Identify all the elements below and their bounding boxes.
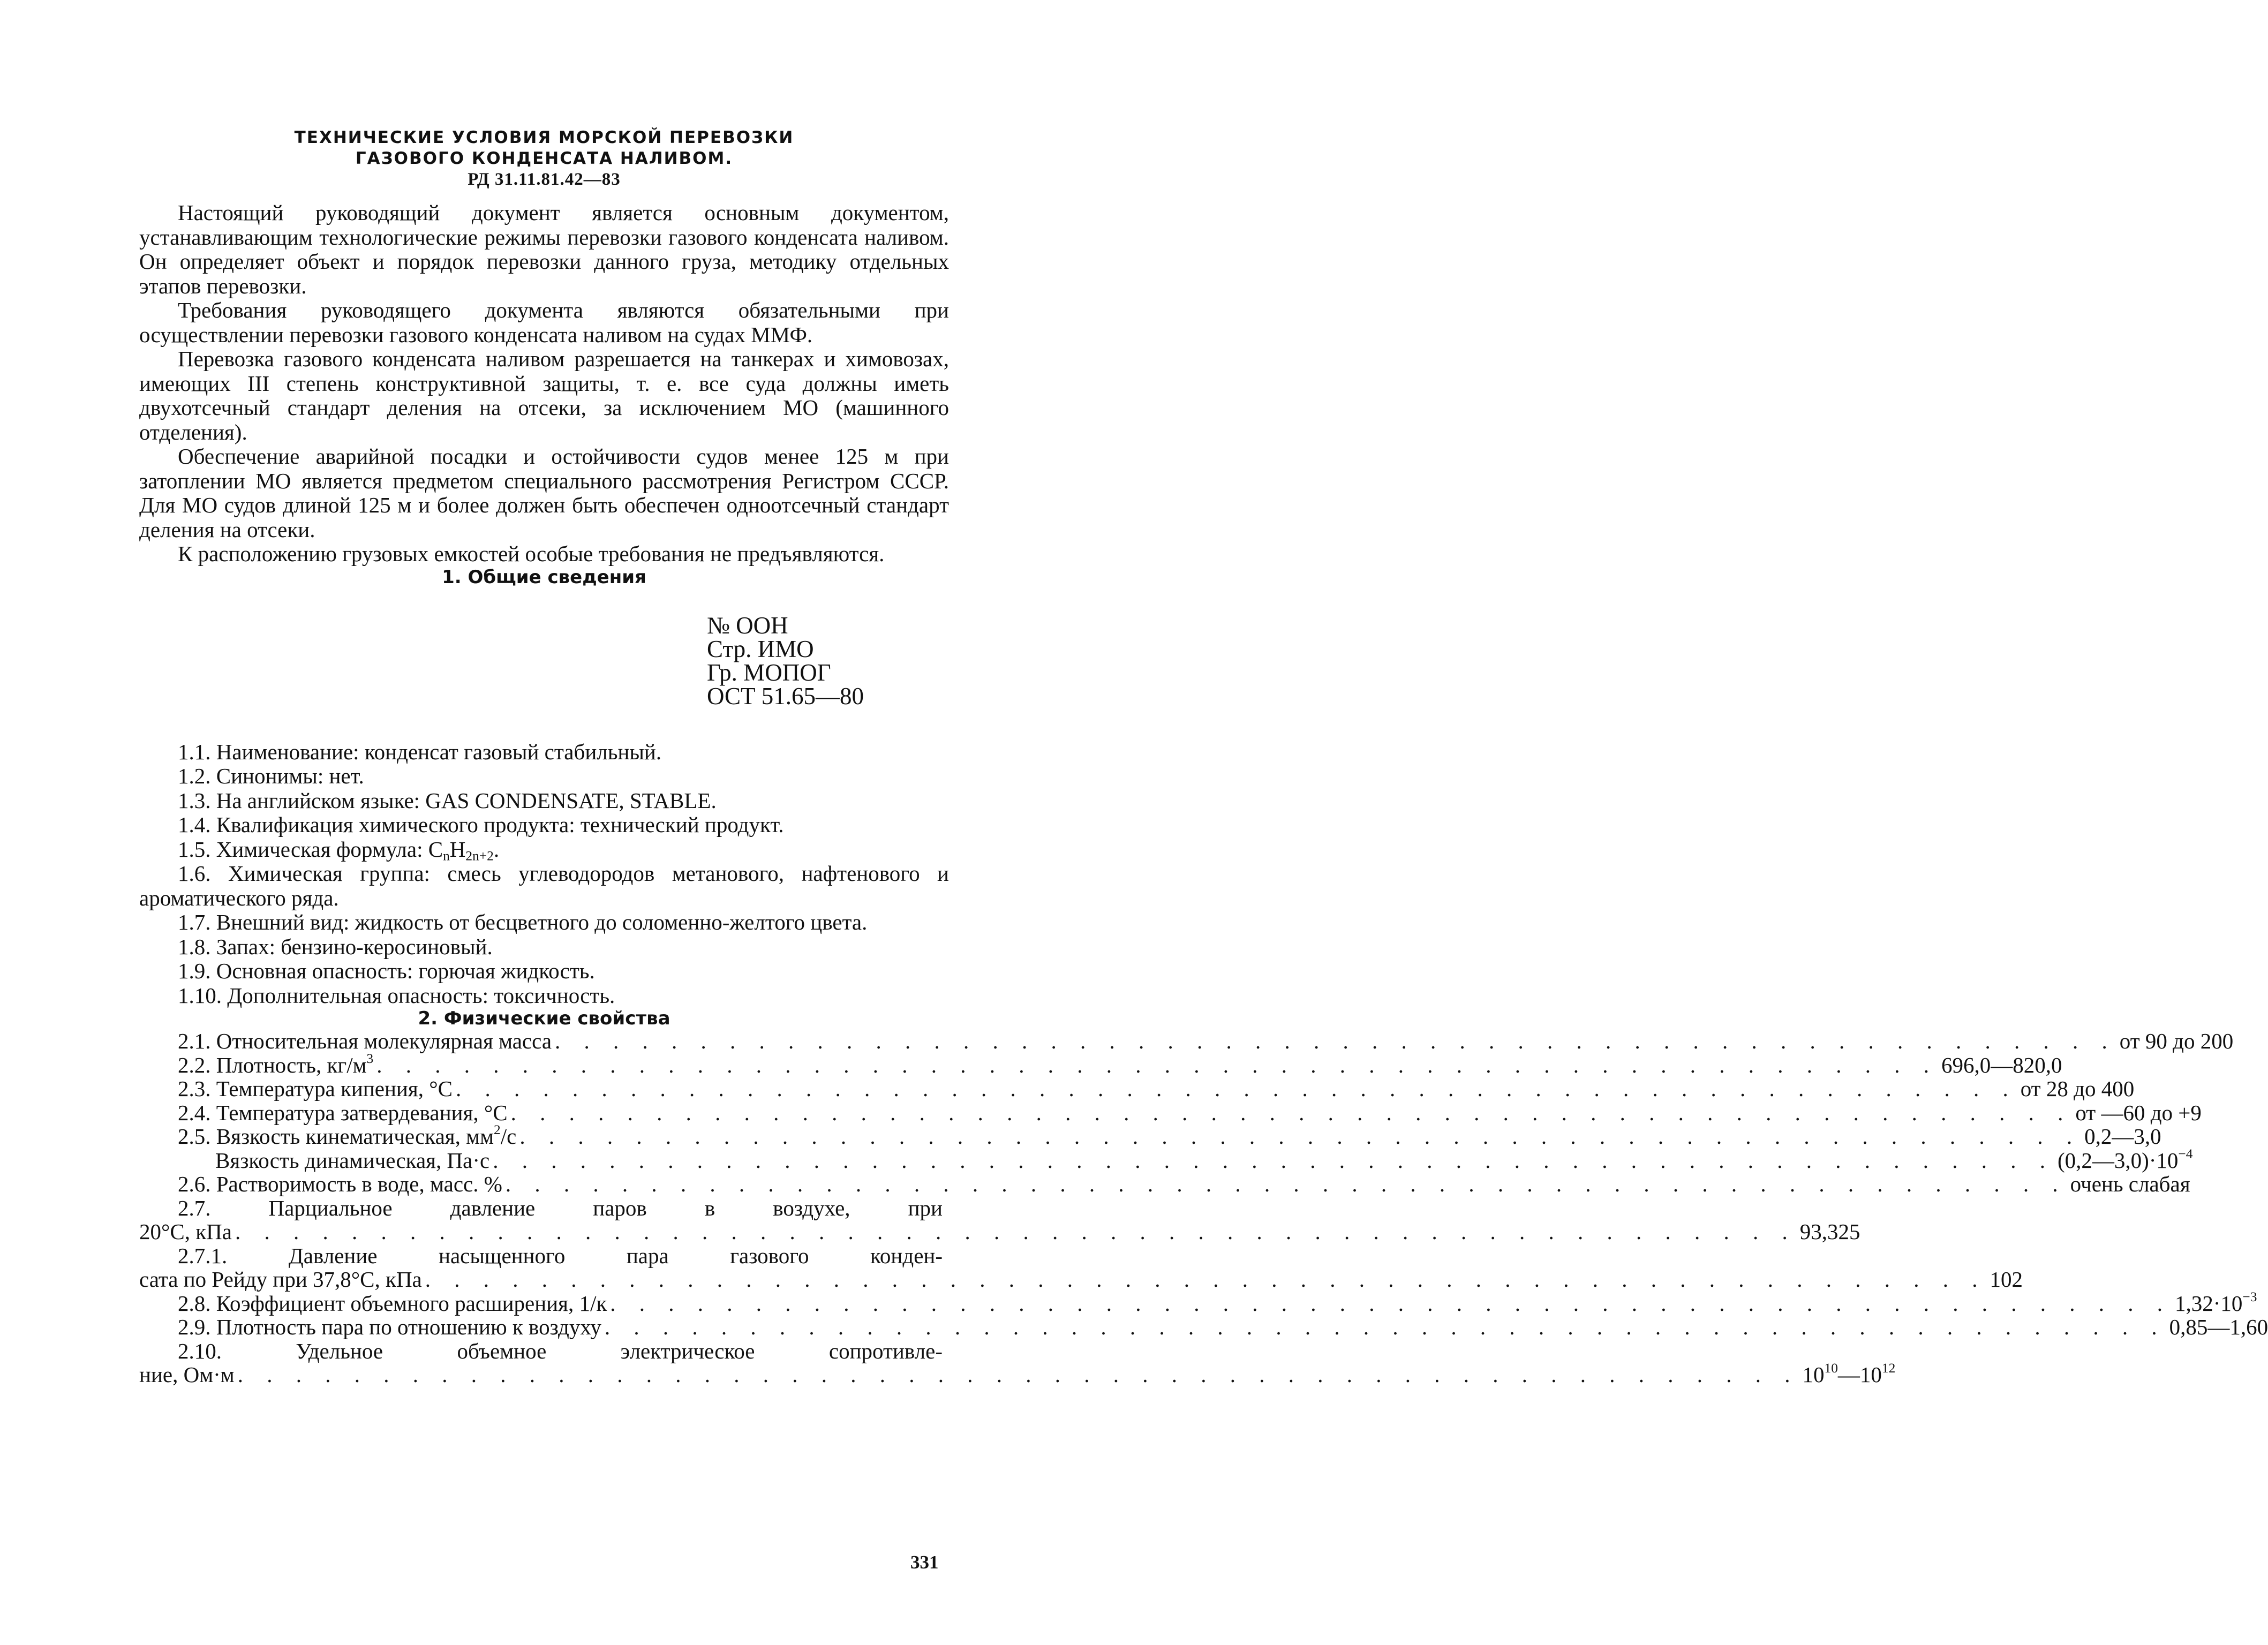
property-row <box>139 1029 2234 1053</box>
property-row <box>139 1267 2023 1292</box>
section-1-heading: 1. Общие сведения <box>442 566 646 588</box>
property-row <box>139 1361 1896 1387</box>
property-label: 2.9. Плотность пара по отношению к воздуху <box>178 1315 601 1339</box>
info-item: 1.1. Наименование: конденсат газовый стабильный. <box>178 739 662 764</box>
property-value <box>1799 1363 1895 1387</box>
info-item-formula <box>139 837 949 862</box>
leader-dots: . . . . . . . . . . . . . . . . . . . . . . . . . . . . . . . . . . . . . . . . . . . . . . . . . . . . . . <box>555 1029 2116 1053</box>
formula-label: 1.5. Химическая формула: C <box>178 836 443 862</box>
property-label: 2.8. Коэффициент объемного расширения, 1/к <box>178 1291 607 1316</box>
property-label-continued: 20°С, кПа <box>139 1219 232 1244</box>
classification-refs <box>707 614 949 708</box>
property-label: Вязкость динамическая, Па·с <box>215 1148 490 1173</box>
intro-paragraph: Настоящий руководящий документ является основным документом, устанавливающим технологические режимы перевозки газового конденсата наливом. Он определяет объект и порядок перевозки данного груза, методику отдельных этапов перевозки. <box>139 200 949 298</box>
section-2-heading: 2. Физические свойства <box>418 1008 670 1029</box>
property-value: 696,0—820,0 <box>1941 1052 2062 1077</box>
property-label-tail: /с <box>500 1124 517 1149</box>
leader-dots: . . . . . . . . . . . . . . . . . . . . . . . . . . . . . . . . . . . . . . . . . . . . . . . . . . . . . . <box>505 1172 2067 1196</box>
info-item: 1.9. Основная опасность: горючая жидкость. <box>178 959 595 983</box>
property-row <box>139 1100 2202 1125</box>
formula-h: H <box>449 836 466 862</box>
ref-ost-standard: ОСТ 51.65—80 <box>707 682 864 710</box>
ref-un-number: № ООН <box>707 612 788 639</box>
leader-dots: . . . . . . . . . . . . . . . . . . . . . . . . . . . . . . . . . . . . . . . . . . . . . . . . . . . . . . <box>237 1362 1799 1387</box>
property-value: 102 <box>1990 1267 2023 1292</box>
value-exponent: −3 <box>2242 1289 2257 1304</box>
value-exponent: 10 <box>1824 1361 1838 1376</box>
title-line-2: ГАЗОВОГО КОНДЕНСАТА НАЛИВОМ. <box>355 149 733 168</box>
property-label <box>139 1053 373 1077</box>
property-row <box>139 1122 2161 1149</box>
property-label-continued: сата по Рейду при 37,8°С, кПа <box>139 1267 422 1292</box>
property-label-line: 2.7. Парциальное давление паров в воздухе, при <box>178 1195 943 1220</box>
info-item: 1.6. Химическая группа: смесь углеводородов метанового, нафтенового и ароматического ряда. <box>139 861 949 910</box>
property-label-text: 2.5. Вязкость кинематическая, мм <box>178 1124 494 1149</box>
ref-mopog-group: Гр. МОПОГ <box>707 659 831 686</box>
leader-dots: . . . . . . . . . . . . . . . . . . . . . . . . . . . . . . . . . . . . . . . . . . . . . . . . . . . . . . <box>610 1291 2172 1316</box>
info-item: 1.3. На английском языке: GAS CONDENSATE, STABLE. <box>178 788 717 813</box>
property-value: 93,325 <box>1799 1219 1860 1244</box>
formula-sub-2n: 2n <box>465 848 479 863</box>
property-label: 2.4. Температура затвердевания, °С <box>178 1100 508 1125</box>
leader-dots: . . . . . . . . . . . . . . . . . . . . . . . . . . . . . . . . . . . . . . . . . . . . . . . . . . . . . . <box>425 1267 1987 1292</box>
property-value-text: 1,32·10 <box>2175 1291 2243 1316</box>
property-value: 0,85—1,60 <box>2169 1315 2268 1339</box>
property-value-text: 10 <box>1802 1362 1825 1387</box>
property-value: от 28 до 400 <box>2020 1076 2135 1101</box>
property-value: 0,2—3,0 <box>2084 1124 2161 1149</box>
leader-dots: . . . . . . . . . . . . . . . . . . . . . . . . . . . . . . . . . . . . . . . . . . . . . . . . . . . . . . <box>235 1219 1797 1244</box>
leader-dots: . . . . . . . . . . . . . . . . . . . . . . . . . . . . . . . . . . . . . . . . . . . . . . . . . . . . . . <box>604 1315 2166 1339</box>
property-label: 2.1. Относительная молекулярная масса <box>178 1029 552 1053</box>
property-row <box>139 1051 2062 1077</box>
formula-sub-plus2: +2 <box>479 848 494 863</box>
info-item: 1.2. Синонимы: нет. <box>178 764 364 788</box>
leader-dots: . . . . . . . . . . . . . . . . . . . . . . . . . . . . . . . . . . . . . . . . . . . . . . . . . . . . . . <box>510 1100 2073 1125</box>
leader-dots: . . . . . . . . . . . . . . . . . . . . . . . . . . . . . . . . . . . . . . . . . . . . . . . . . . . . . . <box>519 1124 2082 1149</box>
info-item: 1.4. Квалификация химического продукта: технический продукт. <box>178 812 784 837</box>
leader-dots: . . . . . . . . . . . . . . . . . . . . . . . . . . . . . . . . . . . . . . . . . . . . . . . . . . . . . . <box>493 1148 2054 1173</box>
property-row <box>139 1076 2135 1101</box>
unit-superscript: 3 <box>366 1051 374 1066</box>
property-value: от —60 до +9 <box>2075 1100 2202 1125</box>
general-info-list <box>139 740 949 1008</box>
property-value <box>2172 1289 2257 1316</box>
formula-dot: . <box>493 836 500 862</box>
property-row <box>139 1172 2190 1196</box>
property-value-mid: —10 <box>1837 1362 1882 1387</box>
info-item: 1.8. Запах: бензино-керосиновый. <box>178 934 493 959</box>
info-item: 1.10. Дополнительная опасность: токсичность. <box>178 983 615 1008</box>
intro-text <box>139 201 949 567</box>
property-value-text: (0,2—3,0)·10 <box>2057 1148 2179 1173</box>
property-label-text: 2.2. Плотность, кг/м <box>178 1052 367 1077</box>
property-label: 2.6. Растворимость в воде, масс. % <box>178 1172 502 1196</box>
property-value: от 90 до 200 <box>2119 1029 2234 1053</box>
page-number: 331 <box>910 1552 939 1573</box>
title-line-1: ТЕХНИЧЕСКИЕ УСЛОВИЯ МОРСКОЙ ПЕРЕВОЗКИ <box>294 128 794 147</box>
formula-sub-n: n <box>443 848 450 863</box>
document-code: РД 31.11.81.42—83 <box>468 170 621 189</box>
document-title <box>139 127 949 190</box>
property-value: очень слабая <box>2070 1172 2190 1196</box>
property-value <box>2054 1146 2193 1173</box>
property-label <box>139 1122 517 1149</box>
value-exponent: 12 <box>1881 1361 1896 1376</box>
property-label-line: 2.10. Удельное объемное электрическое сопротивле- <box>178 1338 943 1363</box>
property-label-continued: ние, Ом·м <box>139 1362 235 1387</box>
intro-paragraph: Обеспечение аварийной посадки и остойчивости судов менее 125 м при затоплении МО является предметом специального рассмотрения Регистром СССР. Для МО судов длиной 125 м и более должен быть обеспечен одноотсечный стандарт деления на отсеки. <box>139 444 949 542</box>
intro-paragraph: Перевозка газового конденсата наливом разрешается на танкерах и химовозах, имеющих III степень конструктивной защиты, т. е. все суда должны иметь двухотсечный стандарт деления на отсеки, за исключением МО (машинного отделения). <box>139 346 949 444</box>
leader-dots: . . . . . . . . . . . . . . . . . . . . . . . . . . . . . . . . . . . . . . . . . . . . . . . . . . . . . . <box>376 1052 1938 1077</box>
property-label-line: 2.7.1. Давление насыщенного пара газового конден- <box>178 1243 943 1268</box>
property-row <box>139 1219 1860 1244</box>
ref-imo-page: Стр. ИМО <box>707 635 814 662</box>
property-row <box>139 1315 2268 1339</box>
leader-dots: . . . . . . . . . . . . . . . . . . . . . . . . . . . . . . . . . . . . . . . . . . . . . . . . . . . . . . <box>455 1076 2017 1101</box>
value-exponent: −4 <box>2178 1146 2193 1161</box>
intro-paragraph: К расположению грузовых емкостей особые требования не предъявляются. <box>178 541 885 566</box>
info-item: 1.7. Внешний вид: жидкость от бесцветного до соломенно-желтого цвета. <box>178 910 868 934</box>
intro-paragraph: Требования руководящего документа являются обязательными при осуществлении перевозки газового конденсата наливом на судах ММФ. <box>139 298 949 347</box>
property-label: 2.3. Температура кипения, °С <box>178 1076 453 1101</box>
unit-superscript: 2 <box>494 1122 501 1138</box>
